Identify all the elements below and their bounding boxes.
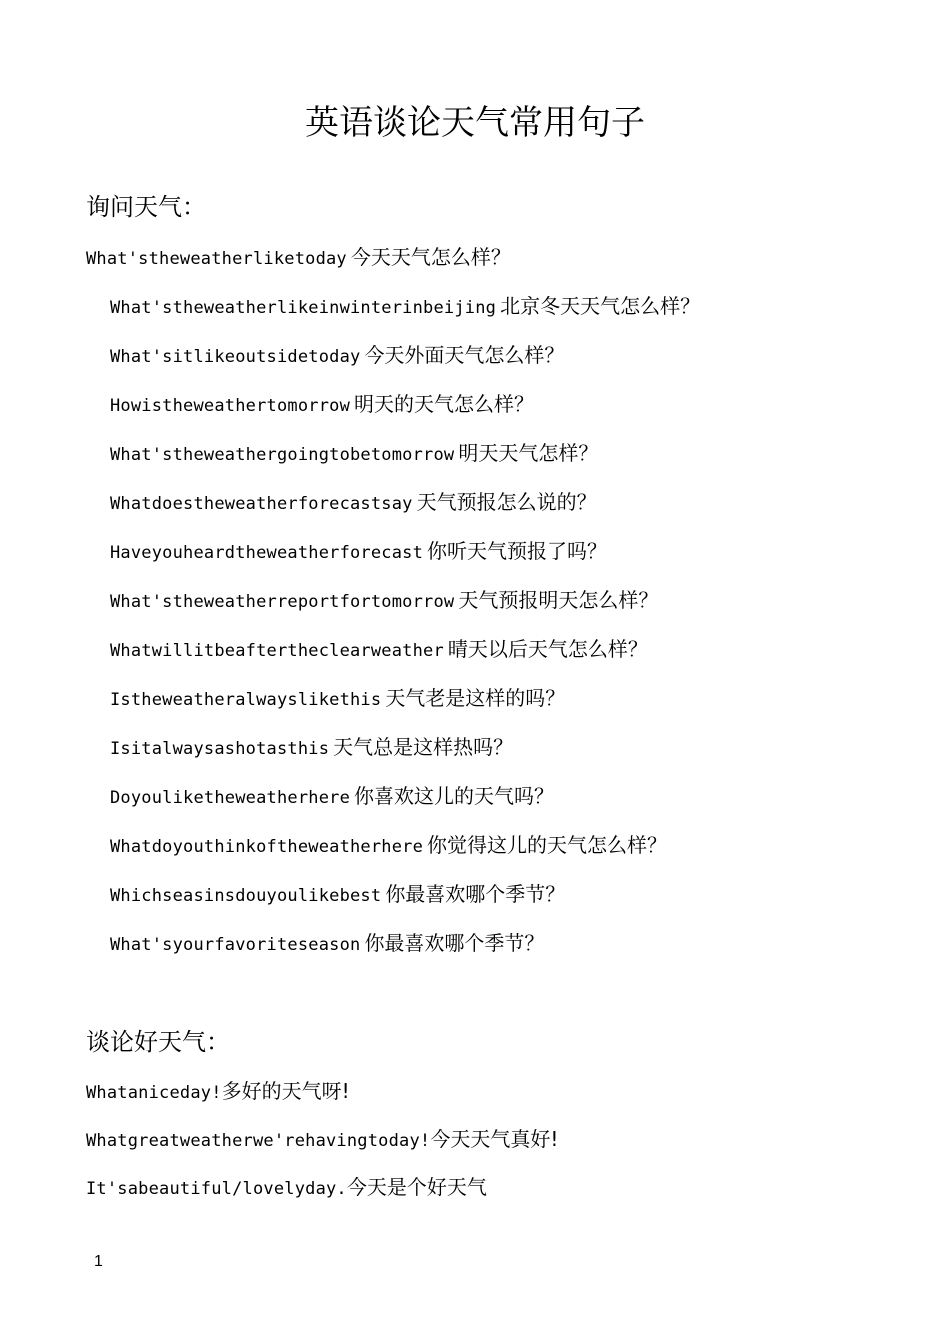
phrase-english: It'sabeautiful/lovelyday. — [86, 1179, 347, 1199]
phrase-chinese: 天气老是这样的吗？ — [385, 686, 566, 710]
phrase-english: Isitalwaysashotasthis — [110, 739, 330, 759]
phrase-english: Haveyouheardtheweatherforecast — [110, 543, 424, 563]
phrase-chinese: 明天的天气怎么样？ — [354, 392, 535, 416]
phrase-chinese: 北京冬天天气怎么样？ — [500, 294, 701, 318]
section-heading-asking-weather: 询问天气： — [86, 193, 206, 221]
phrase-english: Whatdoestheweatherforecastsay — [110, 494, 413, 514]
phrase-chinese: 你最喜欢哪个季节？ — [385, 882, 566, 906]
phrase-chinese: 天气预报怎么说的？ — [416, 490, 597, 514]
phrase-chinese: 今天天气怎么样？ — [350, 245, 511, 269]
phrase-line — [86, 1173, 487, 1203]
phrase-chinese: 今天是个好天气 — [346, 1175, 487, 1199]
phrase-chinese: 明天天气怎样？ — [458, 441, 599, 465]
phrase-chinese: 你最喜欢哪个季节？ — [364, 931, 545, 955]
page-number: 1 — [94, 1253, 103, 1270]
phrase-line — [110, 537, 607, 567]
phrase-line — [110, 831, 667, 861]
phrase-english: Whataniceday! — [86, 1083, 222, 1103]
phrase-line — [110, 684, 565, 714]
phrase-line — [110, 586, 658, 616]
section-heading-good-weather: 谈论好天气： — [86, 1028, 230, 1056]
phrase-chinese: 你听天气预报了吗？ — [427, 539, 608, 563]
phrase-line — [86, 1125, 558, 1155]
phrase-chinese: 多好的天气呀! — [221, 1079, 350, 1103]
phrase-chinese: 今天外面天气怎么样？ — [364, 343, 565, 367]
phrase-english: Whichseasinsdouyoulikebest — [110, 886, 382, 906]
phrase-line — [110, 341, 564, 371]
document-title: 英语谈论天气常用句子 — [305, 103, 645, 143]
phrase-english: What'stheweatherliketoday — [86, 249, 347, 269]
phrase-english: Howistheweathertomorrow — [110, 396, 351, 416]
phrase-english: What'syourfavoriteseason — [110, 935, 361, 955]
phrase-line — [86, 1077, 350, 1107]
phrase-line — [110, 880, 565, 910]
phrase-line — [110, 782, 554, 812]
phrase-chinese: 你喜欢这儿的天气吗？ — [354, 784, 555, 808]
phrase-line — [110, 929, 544, 959]
phrase-chinese: 天气总是这样热吗？ — [333, 735, 514, 759]
phrase-chinese: 天气预报明天怎么样？ — [458, 588, 659, 612]
phrase-line — [110, 635, 648, 665]
phrase-chinese: 今天天气真好! — [430, 1127, 559, 1151]
phrase-english: What'sitlikeoutsidetoday — [110, 347, 361, 367]
phrase-line — [110, 488, 597, 518]
phrase-chinese: 晴天以后天气怎么样？ — [447, 637, 648, 661]
phrase-english: Doyouliketheweatherhere — [110, 788, 351, 808]
phrase-english: Whatwillitbeaftertheclearweather — [110, 641, 444, 661]
phrase-chinese: 你觉得这儿的天气怎么样？ — [427, 833, 668, 857]
phrase-english: Whatgreatweatherwe'rehavingtoday! — [86, 1131, 431, 1151]
phrase-english: Istheweatheralwayslikethis — [110, 690, 382, 710]
phrase-english: What'stheweatherreportfortomorrow — [110, 592, 455, 612]
phrase-line — [86, 243, 511, 273]
phrase-line — [110, 390, 534, 420]
phrase-english: What'stheweatherlikeinwinterinbeijing — [110, 298, 497, 318]
phrase-line — [110, 292, 700, 322]
phrase-line — [110, 733, 513, 763]
phrase-english: Whatdoyouthinkoftheweatherhere — [110, 837, 424, 857]
phrase-line — [110, 439, 598, 469]
phrase-english: What'stheweathergoingtobetomorrow — [110, 445, 455, 465]
